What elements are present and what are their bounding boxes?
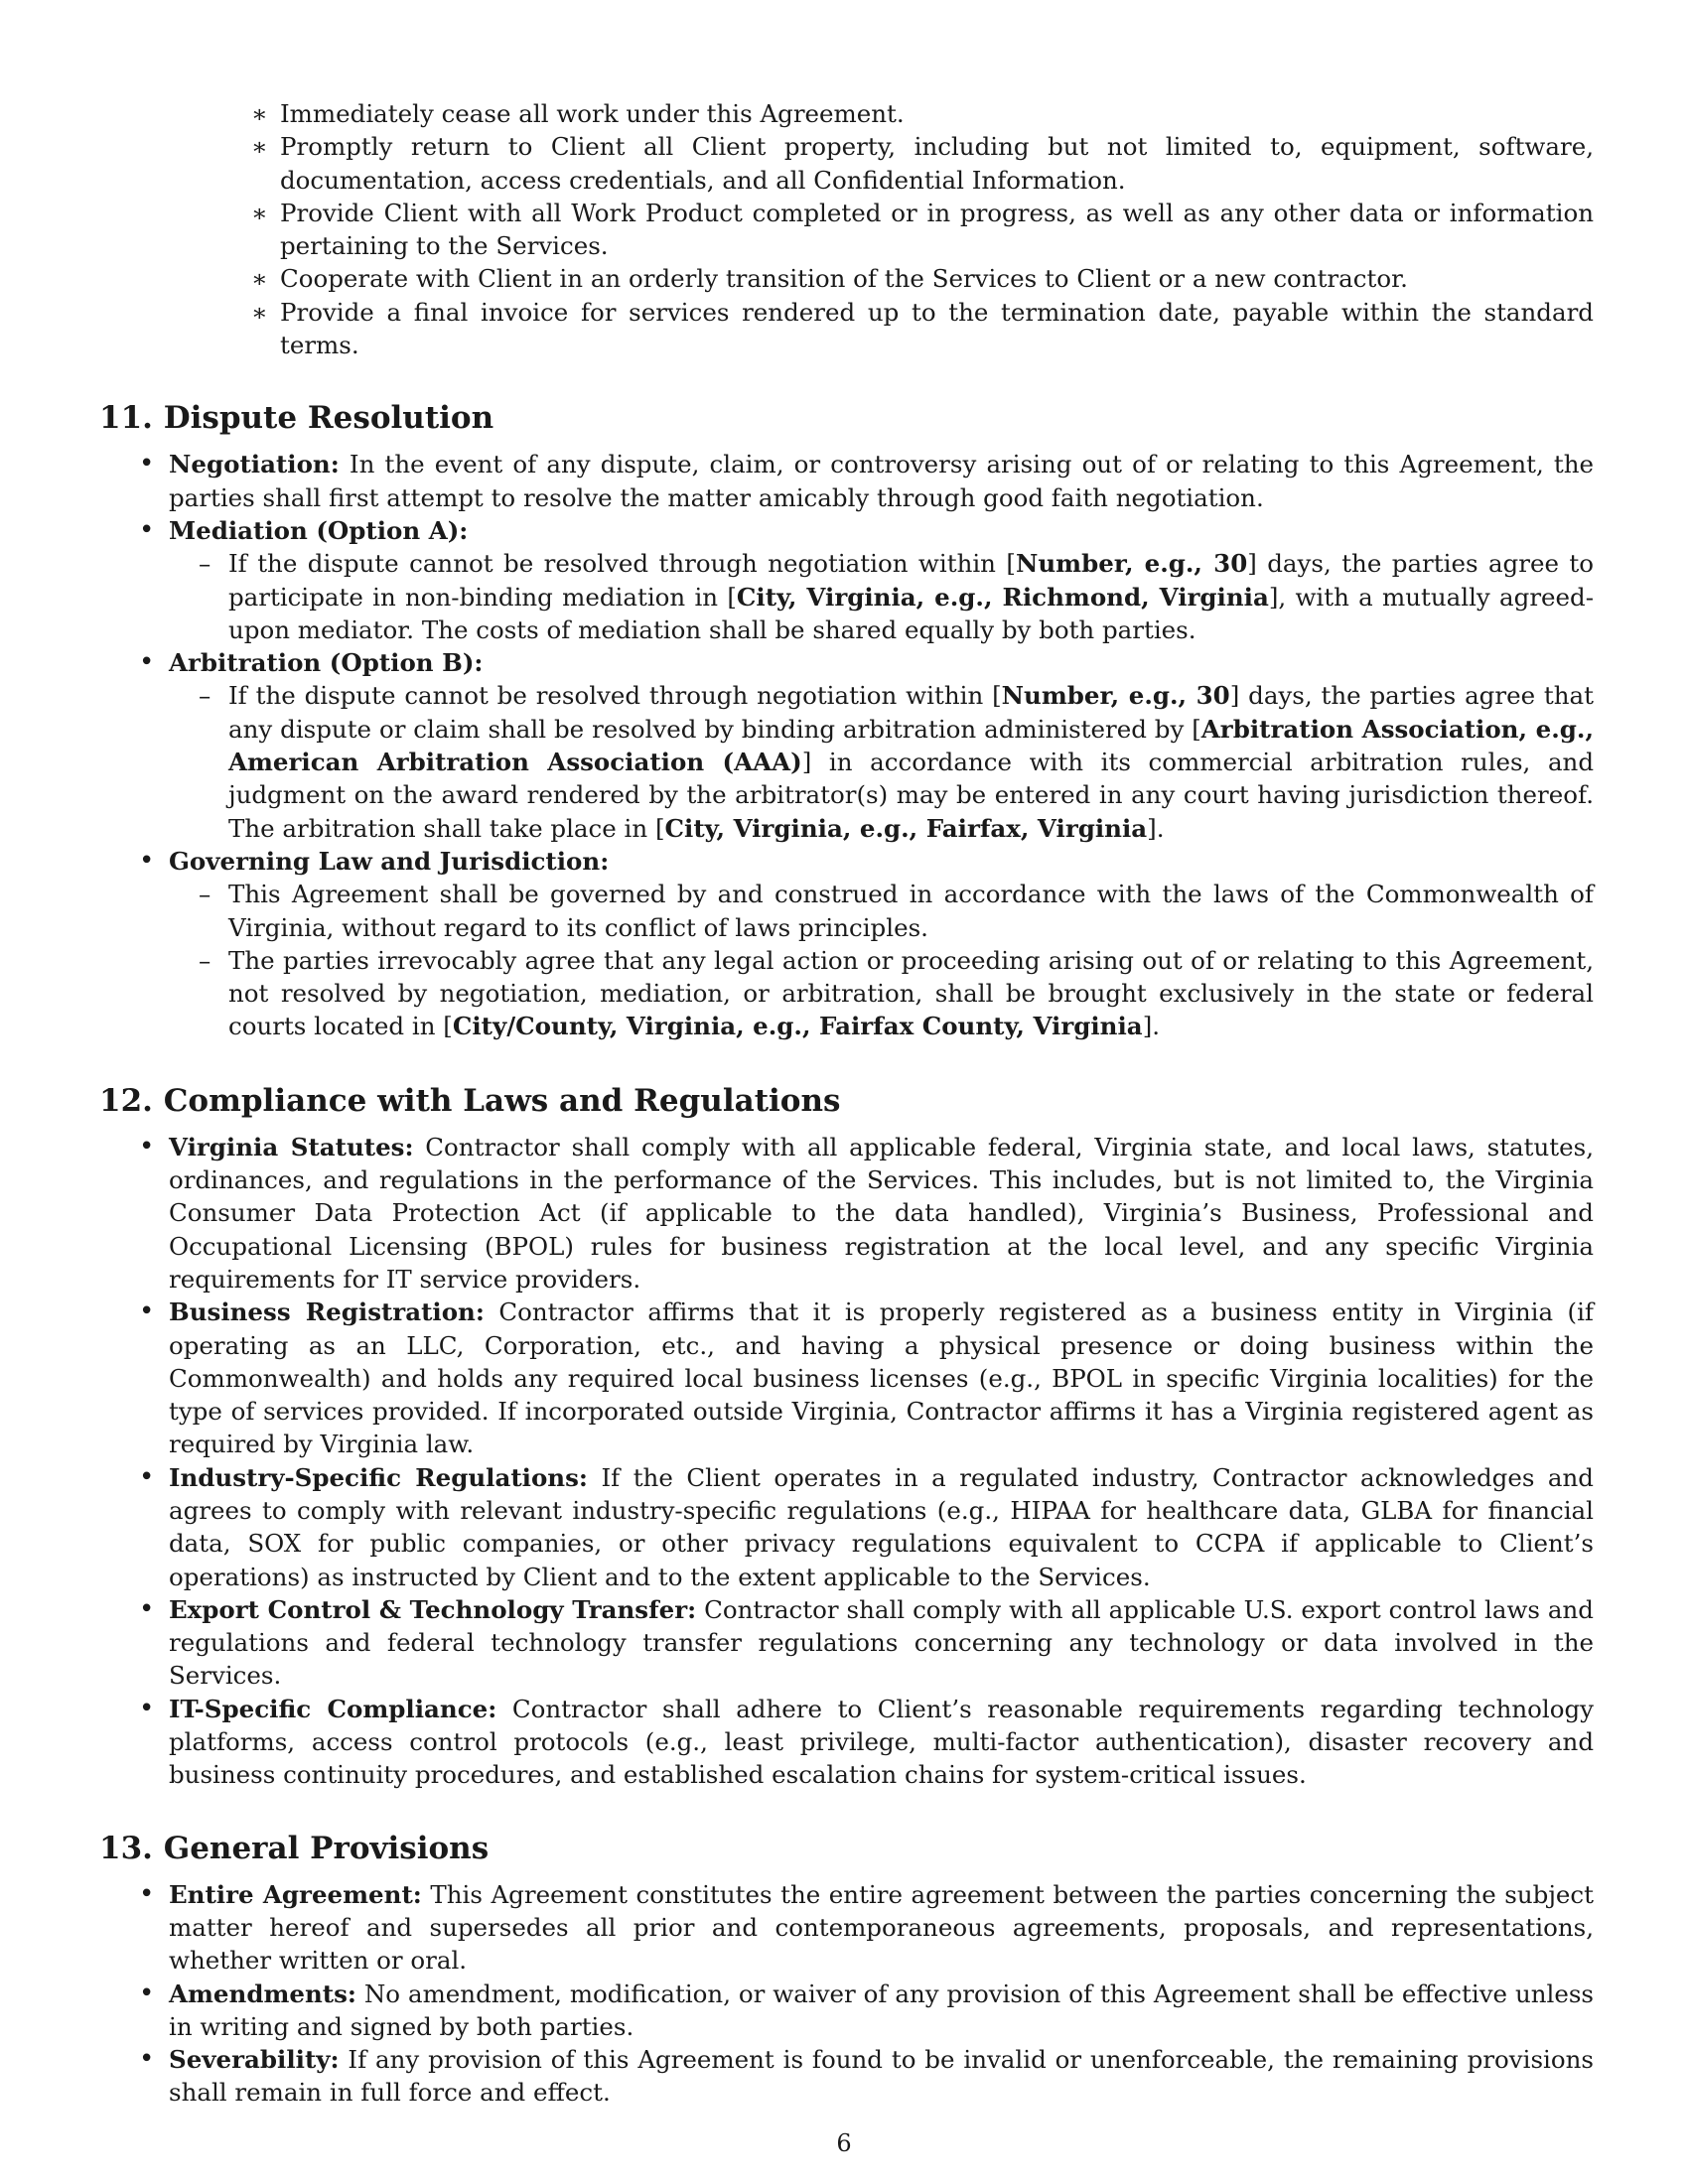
section-heading-general-provisions: 13. General Provisions [99,1830,490,1866]
list-item: ∗ Cooperate with Client in an orderly transition of the Services to Client or a new contractor. [280,262,1594,295]
item-label: Amendments: [169,1979,356,2008]
placeholder-bold: Number, e.g., 30 [1015,549,1248,579]
list-item [169,2043,1594,2110]
item-label: Severability: [169,2045,340,2075]
list-item-negotiation [169,448,1594,514]
placeholder-bold: City, Virginia, e.g., Richmond, Virginia [736,582,1269,612]
list-item: ∗ Provide a final invoice for services rendered up to the termination date, payable within the standard terms. [280,296,1594,362]
general-provisions-list [169,1878,1594,2110]
list-item-mediation [169,514,1594,646]
list-item: ∗ Immediately cease all work under this Agreement. [280,97,1594,130]
item-label: Virginia Statutes: [169,1132,414,1161]
placeholder-bold: City, Virginia, e.g., Fairfax, Virginia [664,813,1148,843]
item-text: Contractor shall comply with all applicable federal, Virginia state, and local laws, statutes, ordinances, and regulations in the performance of the Services. This includes, but is not limited to, the Virginia Consumer Data Protection Act (if applicable to the data handled), Virginia’s Business, Professional and Occupational Licensing (BPOL) rules for business registration at the local level, and any specific Virginia requirements for IT service providers. [169,1132,1594,1294]
item-text: This Agreement constitutes the entire agreement between the parties concerning the subject matter hereof and supersedes all prior and contemporaneous agreements, proposals, and representations, whether written or oral. [169,1879,1595,1976]
text-run: ] days, the parties agree to participate in non-binding mediation in [ [228,549,1594,612]
item-label: Negotiation: [169,450,340,479]
list-item-governing-law [169,845,1594,1043]
item-text: Contractor affirms that it is properly registered as a business entity in Virginia (if operating as an LLC, Corporation, etc., and having a physical presence or doing business within the Commonwealth) and holds any required local business licenses (e.g., BPOL in specific Virginia localities) for the type of services provided. If incorporated outside Virginia, Contractor affirms it has a Virginia registered agent as required by Virginia law. [169,1297,1594,1459]
item-text: If any provision of this Agreement is found to be invalid or unenforceable, the remaining provisions shall remain in full force and effect. [169,2045,1594,2108]
item-text: Contractor shall comply with all applicable U.S. export control laws and regulations and federal technology transfer regulations concerning any technology or data involved in the Services. [169,1594,1594,1691]
text-run: If the dispute cannot be resolved through negotiation within [ [228,681,1002,711]
item-label: Entire Agreement: [169,1879,422,1909]
text-run: ] in accordance with its commercial arbitration rules, and judgment on the award rendered by the arbitrator(s) may be entered in any court having jurisdiction thereof. The arbitration shall take place in [ [228,748,1595,843]
list-item [169,1296,1594,1460]
list-item [169,1693,1594,1792]
arbitration-sublist [228,679,1594,844]
placeholder-bold: Number, e.g., 30 [1001,681,1230,711]
dispute-resolution-list [169,448,1594,1042]
item-label: Business Registration: [169,1297,485,1327]
mediation-sublist [228,547,1594,646]
item-label: Governing Law and Jurisdiction: [169,846,610,876]
item-label: IT-Specific Compliance: [169,1694,497,1723]
item-text: In the event of any dispute, claim, or controversy arising out of or relating to this Agreement, the parties shall first attempt to resolve the matter amicably through good faith negotiation. [169,450,1594,512]
text-run: If the dispute cannot be resolved through negotiation within [ [228,549,1016,579]
text-run: The parties irrevocably agree that any legal action or proceeding arising out of or relating to this Agreement, not resolved by negotiation, mediation, or arbitration, shall be brought exclusively in the state or federal courts located in [ [228,945,1594,1041]
text-run: ]. [1147,813,1165,843]
document-page [99,97,1594,2110]
compliance-list [169,1131,1594,1792]
list-item [169,1593,1594,1693]
item-label: Arbitration (Option B): [169,648,484,678]
sub-item [228,679,1594,844]
item-text: Contractor shall adhere to Client’s reasonable requirements regarding technology platforms, access control protocols (e.g., least privilege, multi-factor authentication), disaster recovery and business continuity procedures, and established escalation chains for system-critical issues. [169,1694,1594,1790]
list-item-arbitration [169,646,1594,845]
item-label: Mediation (Option A): [169,515,469,545]
sub-item [228,944,1594,1043]
placeholder-bold: City/County, Virginia, e.g., Fairfax County, Virginia [452,1012,1143,1041]
list-item [169,1978,1594,2044]
sub-item [228,547,1594,646]
list-item: ∗ Provide Client with all Work Product completed or in progress, as well as any other data or information pertaining to the Services. [280,197,1594,263]
governing-law-sublist [228,878,1594,1042]
list-item [169,1878,1594,1978]
list-item: ∗ Promptly return to Client all Client property, including but not limited to, equipment, software, documentation, access credentials, and all Confidential Information. [280,130,1594,197]
list-item [169,1461,1594,1593]
page-number: 6 [836,2129,852,2157]
text-run: ]. [1142,1012,1161,1041]
text-run: ] days, the parties agree that any dispute or claim shall be resolved by binding arbitration administered by [ [228,681,1594,744]
item-label: Export Control & Technology Transfer: [169,1594,697,1624]
list-item [169,1131,1594,1296]
item-label: Industry-Specific Regulations: [169,1462,588,1492]
text-run: ], with a mutually agreed-upon mediator. The costs of mediation shall be shared equally by both parties. [228,582,1594,644]
item-text: No amendment, modification, or waiver of any provision of this Agreement shall be effective unless in writing and signed by both parties. [169,1979,1594,2041]
item-text: If the Client operates in a regulated industry, Contractor acknowledges and agrees to comply with relevant industry-specific regulations (e.g., HIPAA for healthcare data, GLBA for financial data, SOX for public companies, or other privacy regulations equivalent to CCPA if applicable to Client’s operations) as instructed by Client and to the extent applicable to the Services. [169,1462,1594,1591]
sub-item: – This Agreement shall be governed by and construed in accordance with the laws of the Commonwealth of Virginia, without regard to its conflict of laws principles. [228,878,1594,944]
termination-obligations-list [280,97,1594,361]
placeholder-bold: Arbitration Association, e.g., American Arbitration Association (AAA) [228,714,1594,777]
section-heading-compliance: 12. Compliance with Laws and Regulations [99,1082,841,1119]
section-heading-dispute-resolution: 11. Dispute Resolution [99,400,494,437]
